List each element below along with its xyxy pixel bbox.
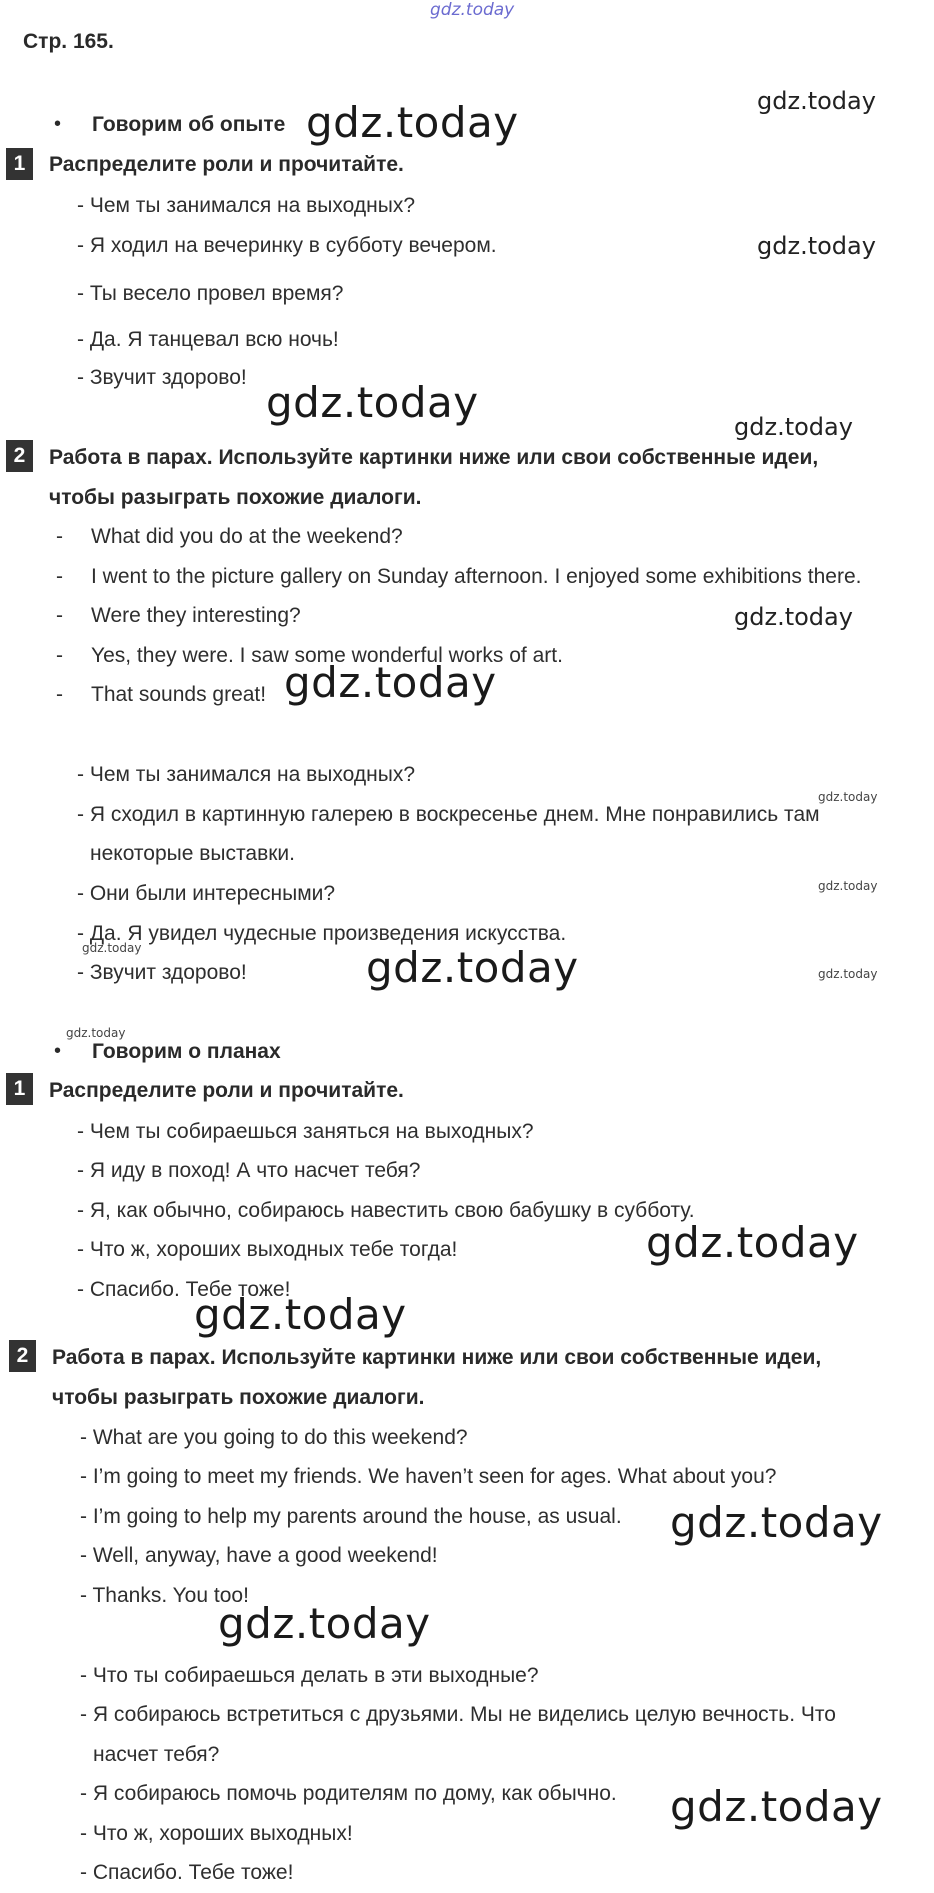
dialogue-line: - Звучит здорово! (77, 366, 247, 389)
english-line: - What are you going to do this weekend? (80, 1426, 468, 1449)
section-heading-experience: Говорим об опыте (92, 113, 286, 136)
watermark: gdz.today (670, 1782, 883, 1831)
dialogue-line: - Звучит здорово! (77, 961, 247, 984)
english-line: - Thanks. You too! (80, 1584, 249, 1607)
watermark: gdz.today (66, 1026, 126, 1040)
dialogue-line: - Я собираюсь помочь родителям по дому, как обычно. (80, 1782, 617, 1805)
dialogue-line: - Я собираюсь встретиться с друзьями. Мы не виделись целую вечность. Что (80, 1703, 836, 1726)
exercise-number-badge: 2 (6, 440, 33, 472)
english-line: I went to the picture gallery on Sunday afternoon. I enjoyed some exhibitions there. (91, 565, 862, 588)
dialogue-line-continued: насчет тебя? (93, 1743, 220, 1766)
dialogue-line: - Спасибо. Тебе тоже! (77, 1278, 291, 1301)
watermark: gdz.today (818, 967, 878, 981)
dialogue-line: - Да. Я увидел чудесные произведения искусства. (77, 922, 567, 945)
english-line: That sounds great! (91, 683, 267, 706)
exercise-title-line2: чтобы разыграть похожие диалоги. (49, 486, 422, 509)
dash-marker: - (56, 604, 63, 627)
dash-marker: - (56, 525, 63, 548)
dialogue-line: - Чем ты собираешься заняться на выходных? (77, 1120, 534, 1143)
page-number: Стр. 165. (23, 30, 114, 53)
section-heading-plans: Говорим о планах (92, 1040, 281, 1063)
watermark: gdz.today (734, 413, 853, 441)
watermark: gdz.today (284, 658, 497, 707)
exercise-title: Распределите роли и прочитайте. (49, 1079, 404, 1102)
dialogue-line: - Что ж, хороших выходных тебе тогда! (77, 1238, 458, 1261)
dialogue-line: - Я ходил на вечеринку в субботу вечером. (77, 234, 497, 257)
watermark: gdz.today (218, 1599, 431, 1648)
dialogue-line: - Я сходил в картинную галерею в воскресенье днем. Мне понравились там (77, 803, 820, 826)
english-line: - Well, anyway, have a good weekend! (80, 1544, 438, 1567)
watermark: gdz.today (366, 943, 579, 992)
watermark-top: gdz.today (430, 0, 515, 20)
exercise-title-line1: Работа в парах. Используйте картинки ниже или свои собственные идеи, (49, 446, 819, 469)
english-line: - I’m going to meet my friends. We haven’t seen for ages. What about you? (80, 1465, 777, 1488)
dialogue-line: - Ты весело провел время? (77, 282, 344, 305)
dialogue-line-continued: некоторые выставки. (90, 842, 295, 865)
dash-marker: - (56, 644, 63, 667)
dialogue-line: - Я иду в поход! А что насчет тебя? (77, 1159, 421, 1182)
watermark: gdz.today (82, 941, 142, 955)
exercise-title-line2: чтобы разыграть похожие диалоги. (52, 1386, 425, 1409)
dialogue-line: - Они были интересными? (77, 882, 336, 905)
watermark: gdz.today (757, 87, 876, 115)
english-line: Yes, they were. I saw some wonderful works of art. (91, 644, 563, 667)
exercise-title: Распределите роли и прочитайте. (49, 153, 404, 176)
dialogue-line: - Что ж, хороших выходных! (80, 1822, 353, 1845)
exercise-number-badge: 2 (9, 1340, 36, 1372)
english-line: - I’m going to help my parents around the house, as usual. (80, 1505, 622, 1528)
english-line: Were they interesting? (91, 604, 301, 627)
dialogue-line: - Я, как обычно, собираюсь навестить свою бабушку в субботу. (77, 1199, 695, 1222)
dash-marker: - (56, 565, 63, 588)
watermark: gdz.today (306, 98, 519, 147)
dialogue-line: - Спасибо. Тебе тоже! (80, 1861, 294, 1884)
watermark: gdz.today (194, 1290, 407, 1339)
watermark: gdz.today (266, 378, 479, 427)
dialogue-line: - Да. Я танцевал всю ночь! (77, 328, 339, 351)
watermark: gdz.today (734, 603, 853, 631)
dialogue-line: - Что ты собираешься делать в эти выходные? (80, 1664, 539, 1687)
dash-marker: - (56, 683, 63, 706)
watermark: gdz.today (757, 232, 876, 260)
dialogue-line: - Чем ты занимался на выходных? (77, 763, 415, 786)
bullet-icon: • (54, 113, 62, 135)
watermark: gdz.today (818, 790, 878, 804)
exercise-title-line1: Работа в парах. Используйте картинки ниже или свои собственные идеи, (52, 1346, 822, 1369)
exercise-number-badge: 1 (6, 148, 33, 180)
watermark: gdz.today (670, 1498, 883, 1547)
english-line: What did you do at the weekend? (91, 525, 403, 548)
bullet-icon: • (54, 1040, 62, 1062)
exercise-number-badge: 1 (6, 1073, 33, 1105)
watermark: gdz.today (818, 879, 878, 893)
dialogue-line: - Чем ты занимался на выходных? (77, 194, 415, 217)
watermark: gdz.today (646, 1218, 859, 1267)
